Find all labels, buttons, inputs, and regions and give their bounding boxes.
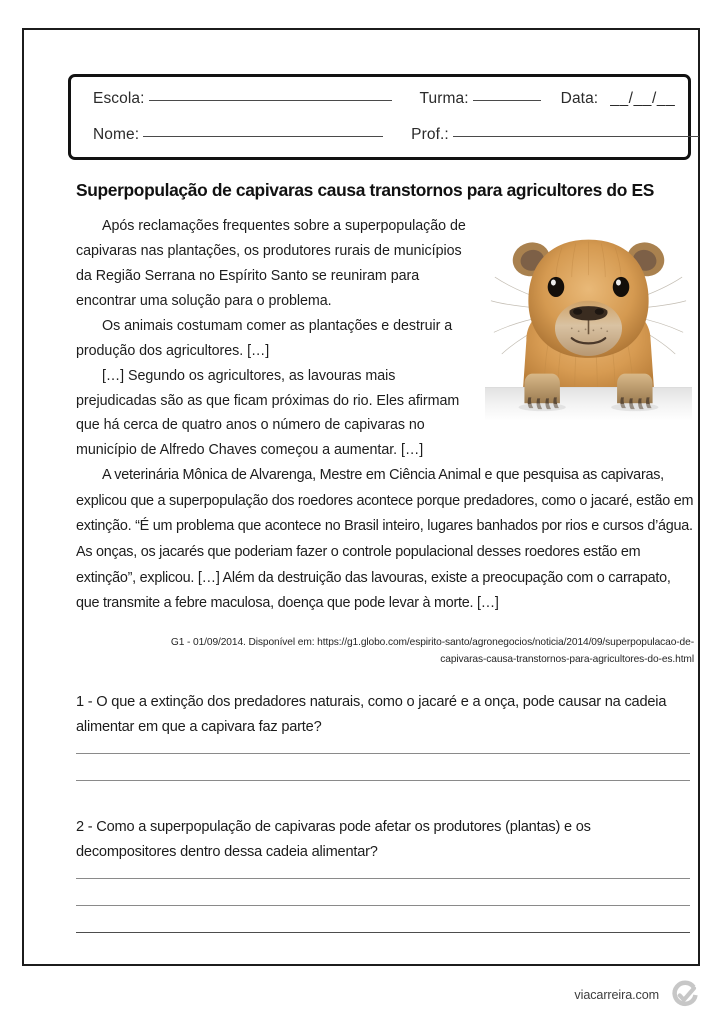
identification-row-bottom	[93, 126, 666, 144]
article-paragraph-2: Os animais costumam comer as plantações e destruir a produção dos agricultores. […]	[76, 317, 453, 359]
answer-line[interactable]	[76, 780, 690, 781]
answer-line[interactable]	[76, 905, 690, 906]
question-1-answer-area[interactable]	[76, 753, 694, 781]
page-border	[22, 28, 700, 966]
capybara-illustration	[485, 214, 692, 421]
footer-site-name: viacarreira.com	[574, 988, 659, 1002]
question-block-1	[76, 690, 694, 781]
prof-input-line[interactable]	[453, 136, 699, 137]
check-circle-logo-icon	[670, 980, 700, 1010]
article-paragraph-3: […] Segundo os agricultores, as lavouras mais prejudicadas são as que ficam próximas do rio. Eles afirmam que há cerca de quatro anos o número de capivaras no município de Alfredo Chaves começou a aumentar. […]	[76, 367, 460, 459]
nome-label: Nome:	[93, 126, 140, 143]
student-identification-box	[68, 74, 691, 160]
footer	[574, 980, 700, 1010]
question-2-answer-area[interactable]	[76, 878, 694, 933]
article-title: Superpopulação de capivaras causa transtornos para agricultores do ES	[76, 180, 654, 200]
answer-line[interactable]	[76, 932, 690, 933]
article-body	[76, 214, 694, 617]
escola-input-line[interactable]	[149, 100, 392, 101]
page-content	[68, 74, 704, 982]
escola-label: Escola:	[93, 90, 145, 107]
capybara-image	[485, 214, 692, 421]
identification-row-top	[93, 90, 676, 108]
source-citation	[114, 635, 694, 668]
data-label: Data:	[560, 90, 599, 107]
prof-label: Prof.:	[411, 126, 449, 143]
question-2-text: 2 - Como a superpopulação de capivaras pode afetar os produtores (plantas) e os decompositores dentro dessa cadeia alimentar?	[76, 819, 591, 861]
citation-line-2: capivaras-causa-transtornos-para-agricultores-do-es.html	[440, 653, 694, 665]
article-paragraph-1: Após reclamações frequentes sobre a superpopulação de capivaras nas plantações, os produtores rurais de municípios da Região Serrana no Espírito Santo se reuniram para encontrar uma solução para o problema.	[76, 218, 466, 310]
citation-line-1: G1 - 01/09/2014. Disponível em: https://g1.globo.com/espirito-santo/agronegocios/noticia/2014/09/superpopulacao-de-	[170, 637, 694, 649]
nome-input-line[interactable]	[143, 136, 383, 137]
answer-line[interactable]	[76, 753, 690, 754]
turma-input-line[interactable]	[473, 100, 541, 101]
answer-line[interactable]	[76, 878, 690, 879]
turma-label: Turma:	[419, 90, 469, 107]
article-paragraph-4: A veterinária Mônica de Alvarenga, Mestre em Ciência Animal e que pesquisa as capivaras, explicou que a superpopulação dos roedores acontece porque predadores, como o jacaré, estão em extinção. “É um problema que acontece no Brasil inteiro, lugares banhados por rios e cursos d’água. As onças, os jacarés que poderiam fazer o controle populacional desses roedores estão em extinção”, explicou. […] Além da destruição das lavouras, existe a preocupação com o carrapato, que transmite a febre maculosa, doença que pode levar à morte. […]	[76, 467, 694, 612]
data-input-slots[interactable]: __/__/__	[610, 90, 676, 107]
question-1-text: 1 - O que a extinção dos predadores naturais, como o jacaré e a onça, pode causar na cadeia alimentar em que a capivara faz parte?	[76, 694, 667, 736]
question-block-2	[76, 815, 694, 933]
